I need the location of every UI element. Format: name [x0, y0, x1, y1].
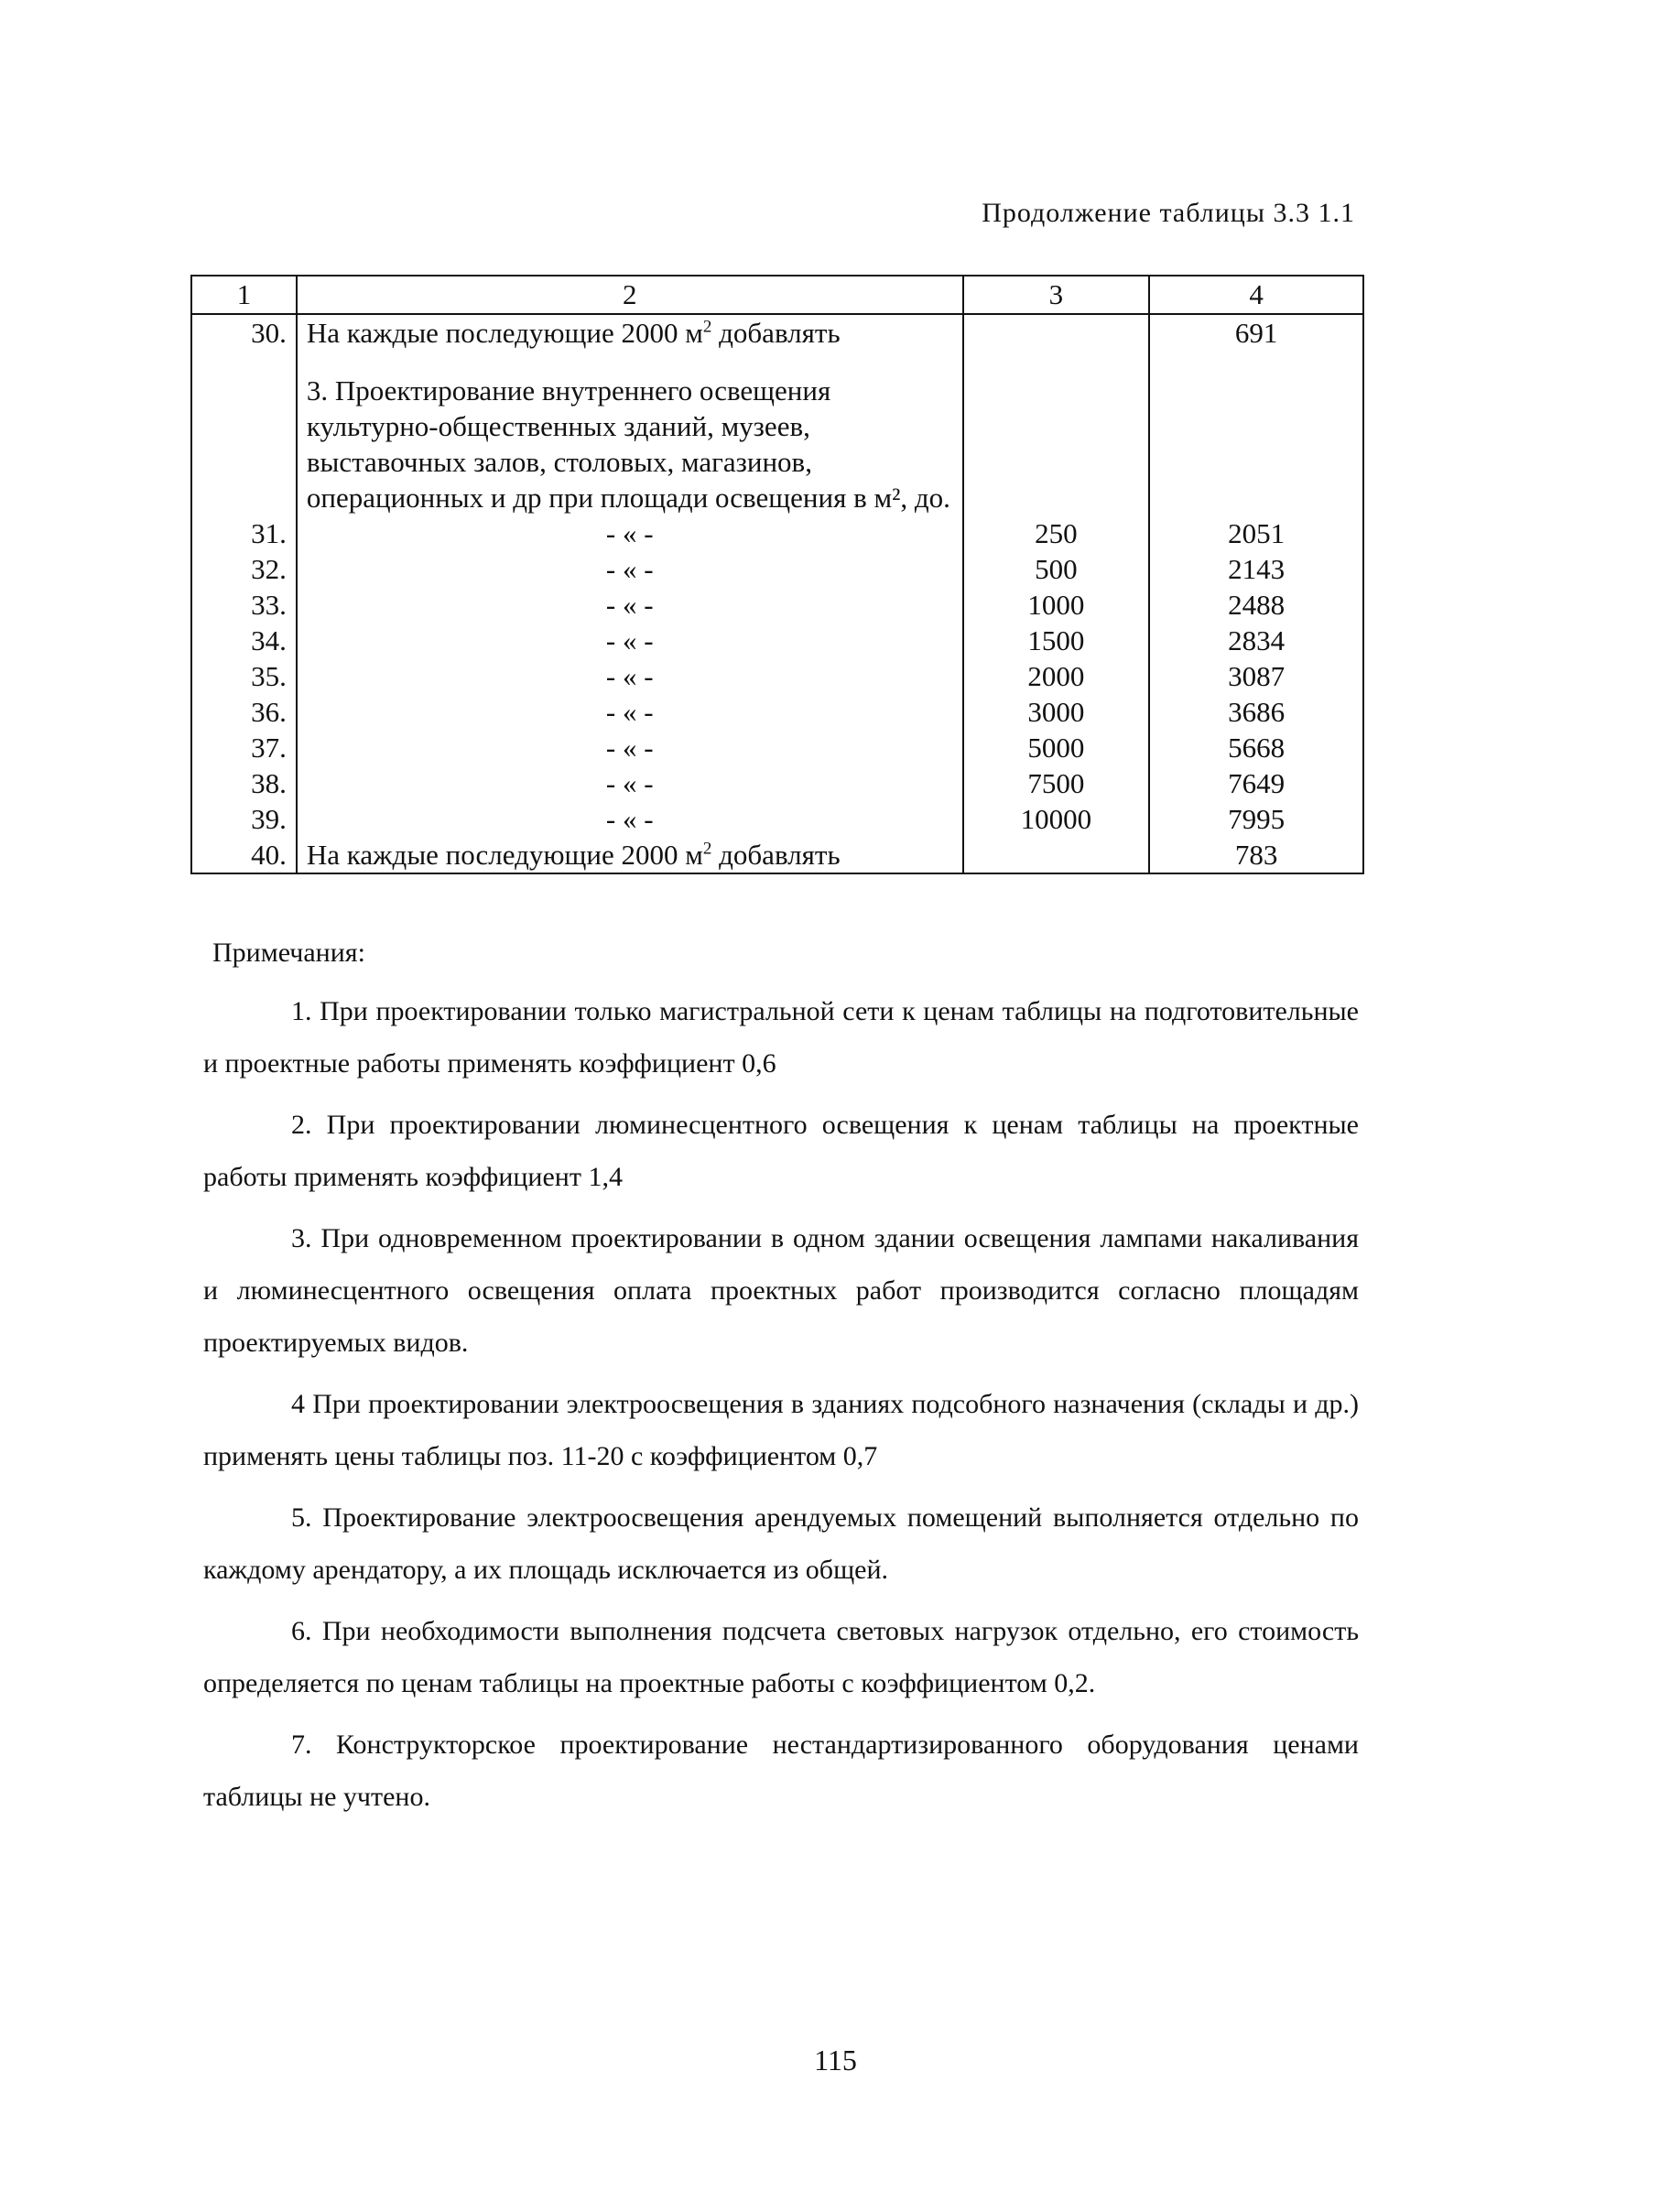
table-row — [191, 587, 1363, 623]
row-description — [297, 837, 963, 873]
table-row — [191, 765, 1363, 801]
table-row — [191, 694, 1363, 730]
table-row — [191, 515, 1363, 551]
row-number: 35. — [191, 658, 297, 694]
row-number: 37. — [191, 730, 297, 765]
row-description-text-end: добавлять — [711, 317, 841, 349]
note-item: 5. Проектирование электроосвещения арендуемых помещений выполняется отдельно по каждому арендатору, а их площадь исключается из общей. — [203, 1502, 1359, 1585]
notes-section — [203, 927, 1359, 1823]
row-number: 33. — [191, 587, 297, 623]
table-row-40 — [191, 837, 1363, 873]
note-item: 6. При необходимости выполнения подсчета световых нагрузок отдельно, его стоимость определяется по ценам таблицы на проектные работы с коэффициентом 0,2. — [203, 1616, 1359, 1698]
note-item: 4 При проектировании электроосвещения в зданиях подсобного назначения (склады и др.) применять цены таблицы поз. 11-20 с коэффициентом 0,7 — [203, 1389, 1359, 1471]
row-number: 39. — [191, 801, 297, 837]
row-description: - « - — [297, 587, 963, 623]
row-description: - « - — [297, 694, 963, 730]
row-description: - « - — [297, 551, 963, 587]
table-row — [191, 801, 1363, 837]
row-price: 2143 — [1149, 551, 1363, 587]
note-item: 7. Конструкторское проектирование нестандартизированного оборудования ценами таблицы не учтено. — [203, 1729, 1359, 1812]
column-header-2: 2 — [297, 276, 963, 314]
row-number: 38. — [191, 765, 297, 801]
row-number: 40. — [191, 837, 297, 873]
row-number: 30. — [191, 314, 297, 351]
row-area: 1000 — [963, 587, 1150, 623]
table-row-30 — [191, 314, 1363, 351]
row-price: 691 — [1149, 314, 1363, 351]
note-item: 2. При проектировании люминесцентного освещения к ценам таблицы на проектные работы применять коэффициент 1,4 — [203, 1110, 1359, 1192]
row-number: 32. — [191, 551, 297, 587]
row-price: 2051 — [1149, 515, 1363, 551]
table-header-row — [191, 276, 1363, 314]
row-area: 250 — [963, 515, 1150, 551]
column-header-4: 4 — [1149, 276, 1363, 314]
row-number: 36. — [191, 694, 297, 730]
row-area: 500 — [963, 551, 1150, 587]
row-description: - « - — [297, 658, 963, 694]
row-price: 3686 — [1149, 694, 1363, 730]
row-price: 783 — [1149, 837, 1363, 873]
table-row — [191, 551, 1363, 587]
page-number: 115 — [814, 2044, 857, 2076]
table-section-row — [191, 351, 1363, 515]
note-item: 3. При одновременном проектировании в одном здании освещения лампами накаливания и люминесцентного освещения оплата проектных работ производится согласно площадям проектируемых видов. — [203, 1223, 1359, 1358]
empty-cell — [191, 351, 297, 515]
row-description-text: На каждые последующие 2000 м — [306, 317, 703, 349]
row-area: 3000 — [963, 694, 1150, 730]
row-price: 5668 — [1149, 730, 1363, 765]
superscript: 2 — [702, 317, 712, 337]
row-description-text-end: добавлять — [711, 839, 841, 871]
table-row — [191, 658, 1363, 694]
row-area: 10000 — [963, 801, 1150, 837]
row-price: 2488 — [1149, 587, 1363, 623]
table-continuation-header: Продолжение таблицы 3.3 1.1 — [982, 198, 1355, 228]
row-description: - « - — [297, 623, 963, 658]
section-heading: 3. Проектирование внутреннего освещения культурно-общественных зданий, музеев, выставочных залов, столовых, магазинов, операционных и др при площади освещения в м², до. — [297, 351, 963, 515]
row-description-text: На каждые последующие 2000 м — [306, 839, 703, 871]
row-description: - « - — [297, 515, 963, 551]
row-number: 31. — [191, 515, 297, 551]
price-table — [190, 275, 1364, 874]
row-description: - « - — [297, 801, 963, 837]
row-price: 7995 — [1149, 801, 1363, 837]
row-price: 7649 — [1149, 765, 1363, 801]
empty-cell — [963, 351, 1150, 515]
note-item: 1. При проектировании только магистральной сети к ценам таблицы на подготовительные и проектные работы применять коэффициент 0,6 — [203, 996, 1359, 1079]
row-description: - « - — [297, 765, 963, 801]
row-price: 3087 — [1149, 658, 1363, 694]
row-area: 5000 — [963, 730, 1150, 765]
row-area: 1500 — [963, 623, 1150, 658]
notes-title: Примечания: — [212, 938, 365, 968]
row-description — [297, 314, 963, 351]
table-row — [191, 730, 1363, 765]
superscript: 2 — [702, 839, 712, 859]
row-number: 34. — [191, 623, 297, 658]
column-header-3: 3 — [963, 276, 1150, 314]
column-header-1: 1 — [191, 276, 297, 314]
table-row — [191, 623, 1363, 658]
row-area: 2000 — [963, 658, 1150, 694]
row-area: 7500 — [963, 765, 1150, 801]
row-price: 2834 — [1149, 623, 1363, 658]
row-area — [963, 837, 1150, 873]
empty-cell — [1149, 351, 1363, 515]
row-description: - « - — [297, 730, 963, 765]
row-area — [963, 314, 1150, 351]
